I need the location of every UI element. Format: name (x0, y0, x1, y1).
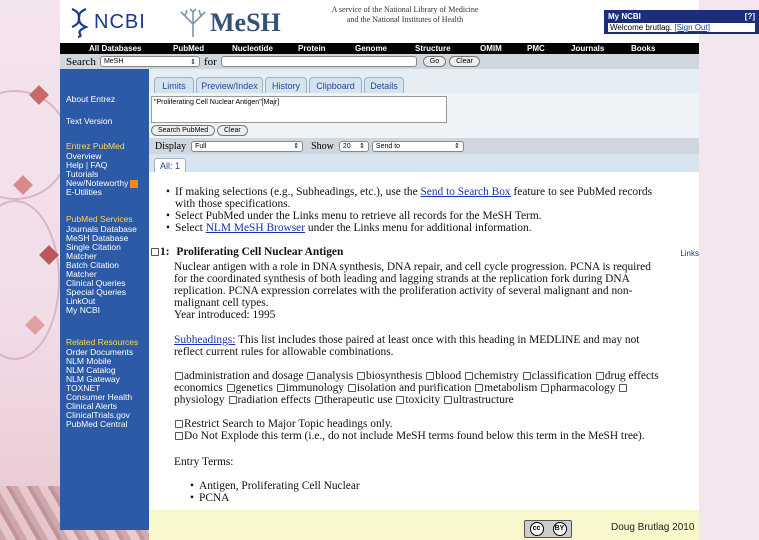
subheading-label: drug effects (604, 370, 659, 382)
nav-nucleotide[interactable]: Nucleotide (232, 44, 273, 53)
subheading-checkbox[interactable] (541, 384, 549, 392)
send-to-search-box-link[interactable]: Send to Search Box (420, 186, 511, 198)
sidebar-item-batch-citation-matcher[interactable]: Matcher (66, 269, 97, 279)
subheading-label: physiology (174, 394, 225, 406)
ncbi-logo-text: NCBI (94, 10, 146, 33)
subheading-checkbox[interactable] (523, 372, 531, 380)
entry-terms-label: Entry Terms: (174, 456, 234, 468)
rss-icon[interactable] (130, 180, 138, 188)
subheading-checkbox[interactable] (396, 396, 404, 404)
subheading-label: blood (435, 370, 462, 382)
show-label: Show (311, 140, 334, 152)
subheading-label: genetics (235, 382, 273, 394)
subheadings-text1: This list includes those paired at least once with this heading in MEDLINE and may not (235, 334, 640, 346)
record-header (151, 246, 699, 260)
clear-button-label: Clear (456, 58, 473, 65)
subheadings-link[interactable]: Subheadings: (174, 334, 236, 346)
query-clear-button-label: Clear (224, 127, 241, 134)
sidebar-item-new-noteworthy-label: New/Noteworthy (66, 178, 129, 188)
sidebar-item-toxnet[interactable]: TOXNET (66, 383, 101, 393)
description-line: for the coordinated synthesis of both leading and lagging strands at the replication fork during DNA (174, 273, 630, 285)
query-area (149, 93, 699, 138)
tip1-post: feature to see PubMed records (510, 186, 653, 198)
subheading-checkbox[interactable] (315, 396, 323, 404)
ncbi-logo[interactable] (68, 6, 146, 38)
display-format-value: Full (195, 142, 207, 150)
subheadings-list (174, 370, 699, 406)
subheading-label: pharmacology (550, 382, 616, 394)
search-label: Search (66, 55, 96, 68)
sidebar-item-tutorials[interactable]: Tutorials (66, 169, 99, 179)
tip-select-pubmed: • Select PubMed under the Links menu to retrieve all records for the MeSH Term. (175, 210, 695, 222)
updown-arrow-icon: ⇕ (454, 143, 460, 150)
sidebar-item-order-documents[interactable]: Order Documents (66, 347, 134, 357)
description-line: replication. PCNA expression correlates with the proliferation activity of several malignant and non- (174, 285, 633, 297)
tabs-row (149, 69, 699, 93)
go-button-label: Go (429, 58, 440, 65)
mesh-logo[interactable] (178, 6, 281, 40)
sidebar-item-nlm-mobile[interactable]: NLM Mobile (66, 356, 112, 366)
subheading-label: analysis (316, 370, 354, 382)
tab-clipboard[interactable]: Clipboard (309, 77, 362, 93)
query-textarea[interactable]: "Proliferating Cell Nuclear Antigen"[Majr] (151, 96, 447, 123)
subheading-label: classification (531, 370, 592, 382)
updown-arrow-icon: ⇕ (190, 58, 196, 66)
subheading-checkbox[interactable] (357, 372, 365, 380)
search-pubmed-button[interactable] (151, 125, 215, 136)
tab-preview-index[interactable]: Preview/Index (196, 77, 263, 93)
mesh-logo-text: MeSH (210, 8, 281, 37)
subheading-checkbox[interactable] (444, 396, 452, 404)
service-line-2: and the National Institutes of Health (346, 15, 464, 24)
subheading-checkbox[interactable] (227, 384, 235, 392)
subheading-checkbox[interactable] (307, 372, 315, 380)
main-content (149, 69, 699, 530)
clear-button[interactable] (449, 56, 480, 67)
nav-books[interactable]: Books (631, 44, 656, 53)
by-attribution-icon: BY (553, 522, 567, 536)
no-explode-option (174, 430, 645, 442)
creative-commons-badge (524, 520, 572, 538)
subheadings-row (174, 382, 699, 394)
updown-arrow-icon: ⇕ (293, 143, 300, 150)
welcome-text: Welcome brutlag. (610, 23, 673, 32)
nav-omim[interactable]: OMIM (480, 44, 502, 53)
tip1-pre: If making selections (e.g., Subheadings, etc.), use the (175, 186, 421, 198)
send-to-select[interactable] (372, 141, 464, 152)
nlm-mesh-browser-link[interactable]: NLM MeSH Browser (205, 222, 306, 234)
sidebar-item-consumer-health[interactable]: Consumer Health (66, 392, 133, 402)
record-content (149, 172, 699, 530)
sidebar-item-nlm-catalog[interactable]: NLM Catalog (66, 365, 116, 375)
nav-pmc[interactable]: PMC (527, 44, 545, 53)
links-menu[interactable]: Links (680, 249, 699, 258)
restrict-option (174, 418, 393, 430)
description-line: malignant cell types. (174, 297, 269, 309)
search-term-input[interactable] (221, 56, 417, 67)
tip-send-to-search-box (175, 186, 695, 210)
subheading-checkbox[interactable] (426, 372, 434, 380)
tab-limits[interactable]: Limits (154, 77, 194, 93)
sidebar-item-clinical-alerts[interactable]: Clinical Alerts (66, 401, 118, 411)
sidebar-item-text-version[interactable]: Text Version (66, 116, 113, 126)
my-ncbi-box (604, 10, 759, 34)
database-nav-bar (60, 43, 699, 54)
header (60, 0, 755, 43)
nav-journals[interactable]: Journals (571, 44, 605, 53)
subheading-checkbox[interactable] (277, 384, 285, 392)
sidebar-item-about-entrez[interactable]: About Entrez (66, 94, 116, 104)
entry-term: • PCNA (199, 492, 229, 504)
sidebar-item-nlm-gateway[interactable]: NLM Gateway (66, 374, 120, 384)
decorative-arc (0, 200, 60, 360)
subheading-checkbox[interactable] (175, 372, 183, 380)
tab-history[interactable]: History (265, 77, 307, 93)
go-button[interactable] (423, 56, 446, 67)
subheading-checkbox[interactable] (596, 372, 604, 380)
entry-term: • Antigen, Proliferating Cell Nuclear (199, 480, 360, 492)
dna-helix-icon (68, 7, 90, 37)
subheadings-note (174, 334, 699, 358)
year-introduced: Year introduced: 1995 (174, 309, 276, 321)
subheading-checkbox[interactable] (348, 384, 356, 392)
subheading-checkbox[interactable] (465, 372, 473, 380)
subheading-label: therapeutic use (323, 394, 393, 406)
subheading-label: administration and dosage (184, 370, 304, 382)
subheading-label: radiation effects (237, 394, 311, 406)
record-title: Proliferating Cell Nuclear Antigen (176, 246, 344, 258)
database-select-value: MeSH (103, 58, 124, 65)
do-not-explode-checkbox[interactable] (175, 432, 183, 440)
for-label: for (203, 55, 217, 68)
sidebar (60, 69, 149, 530)
nav-all-databases[interactable]: All Databases (89, 44, 142, 53)
tip3-pre: Select (175, 222, 206, 234)
tip3-post: under the Links menu for additional information. (305, 222, 532, 234)
subheading-label: economics (174, 382, 223, 394)
decorative-background-left (0, 0, 60, 540)
search-bar (60, 54, 699, 69)
search-pubmed-button-label: Search PubMed (158, 127, 209, 134)
sidebar-item-batch-citation[interactable]: Batch Citation (66, 260, 119, 270)
query-clear-button[interactable] (217, 125, 248, 136)
record-select-checkbox[interactable] (151, 248, 159, 256)
tip1-line2: with those specifications. (175, 198, 291, 210)
my-ncbi-help[interactable]: [?] (744, 12, 755, 21)
display-format-select[interactable] (191, 141, 303, 152)
subheading-label: ultrastructure (453, 394, 514, 406)
service-text (310, 5, 500, 25)
sign-out-link[interactable]: [Sign Out] (674, 23, 710, 32)
sidebar-item-clinical-queries[interactable]: Clinical Queries (66, 278, 126, 288)
database-select[interactable] (100, 56, 200, 67)
display-bar (149, 138, 699, 154)
sidebar-item-single-citation[interactable]: Single Citation (66, 242, 121, 252)
tree-icon (178, 8, 208, 38)
tip-nlm-mesh-browser (175, 222, 695, 234)
subheading-checkbox[interactable] (229, 396, 237, 404)
sidebar-heading-entrez-pubmed: Entrez PubMed (66, 141, 125, 151)
sidebar-item-pubmed-central[interactable]: PubMed Central (66, 419, 128, 429)
nav-genome[interactable]: Genome (355, 44, 388, 53)
subheading-label: metabolism (484, 382, 538, 394)
restrict-label: Restrict Search to Major Topic headings only. (184, 418, 393, 430)
tab-all-results[interactable]: All: 1 (154, 158, 186, 172)
sidebar-item-special-queries[interactable]: Special Queries (66, 287, 127, 297)
nav-structure[interactable]: Structure (415, 44, 451, 53)
sidebar-item-journals-database[interactable]: Journals Database (66, 224, 137, 234)
subheading-checkbox[interactable] (475, 384, 483, 392)
updown-arrow-icon: ⇕ (359, 143, 365, 150)
subheadings-row (174, 370, 699, 382)
results-tab-row (149, 154, 699, 172)
nav-protein[interactable]: Protein (298, 44, 326, 53)
description-line: Nuclear antigen with a role in DNA synthesis, DNA repair, and cell cycle progression. PCNA is required (174, 261, 651, 273)
author-credit: Doug Brutlag 2010 (611, 522, 695, 533)
show-count-value: 20 (342, 142, 351, 150)
sidebar-item-my-ncbi[interactable]: My NCBI (66, 305, 100, 315)
subheading-label: toxicity (405, 394, 441, 406)
subheadings-row (174, 394, 699, 406)
send-to-value: Send to (375, 142, 401, 150)
display-label: Display (155, 140, 187, 152)
tab-details[interactable]: Details (364, 77, 404, 93)
sidebar-item-e-utilities[interactable]: E-Utilities (66, 187, 102, 197)
subheading-label: biosynthesis (366, 370, 423, 382)
nav-pubmed[interactable]: PubMed (173, 44, 205, 53)
cc-icon: cc (530, 522, 544, 536)
sidebar-item-help-faq[interactable]: Help | FAQ (66, 160, 108, 170)
subheadings-text2: reflect current rules for allowable combinations. (174, 346, 394, 358)
subheading-label: chemistry (474, 370, 519, 382)
sidebar-item-mesh-database[interactable]: MeSH Database (66, 233, 129, 243)
sidebar-item-clinicaltrials-gov[interactable]: ClinicalTrials.gov (66, 410, 130, 420)
record-description (174, 261, 699, 321)
sidebar-item-single-citation-matcher[interactable]: Matcher (66, 251, 97, 261)
show-count-select[interactable] (339, 141, 369, 152)
no-explode-label: Do Not Explode this term (i.e., do not include MeSH terms found below this term in the MeSH tree). (184, 430, 645, 442)
record-number: 1: (160, 246, 170, 258)
subheading-checkbox[interactable] (619, 384, 627, 392)
subheading-label: isolation and purification (356, 382, 472, 394)
subheading-label: immunology (285, 382, 344, 394)
service-line-1: A service of the National Library of Medicine (331, 5, 479, 14)
sidebar-heading-pubmed-services: PubMed Services (66, 214, 133, 224)
my-ncbi-label[interactable]: My NCBI (608, 12, 641, 21)
sidebar-item-overview[interactable]: Overview (66, 151, 102, 161)
footer (149, 510, 699, 540)
sidebar-item-linkout[interactable]: LinkOut (66, 296, 96, 306)
restrict-major-topic-checkbox[interactable] (175, 420, 183, 428)
sidebar-heading-related-resources: Related Resources (66, 337, 139, 347)
